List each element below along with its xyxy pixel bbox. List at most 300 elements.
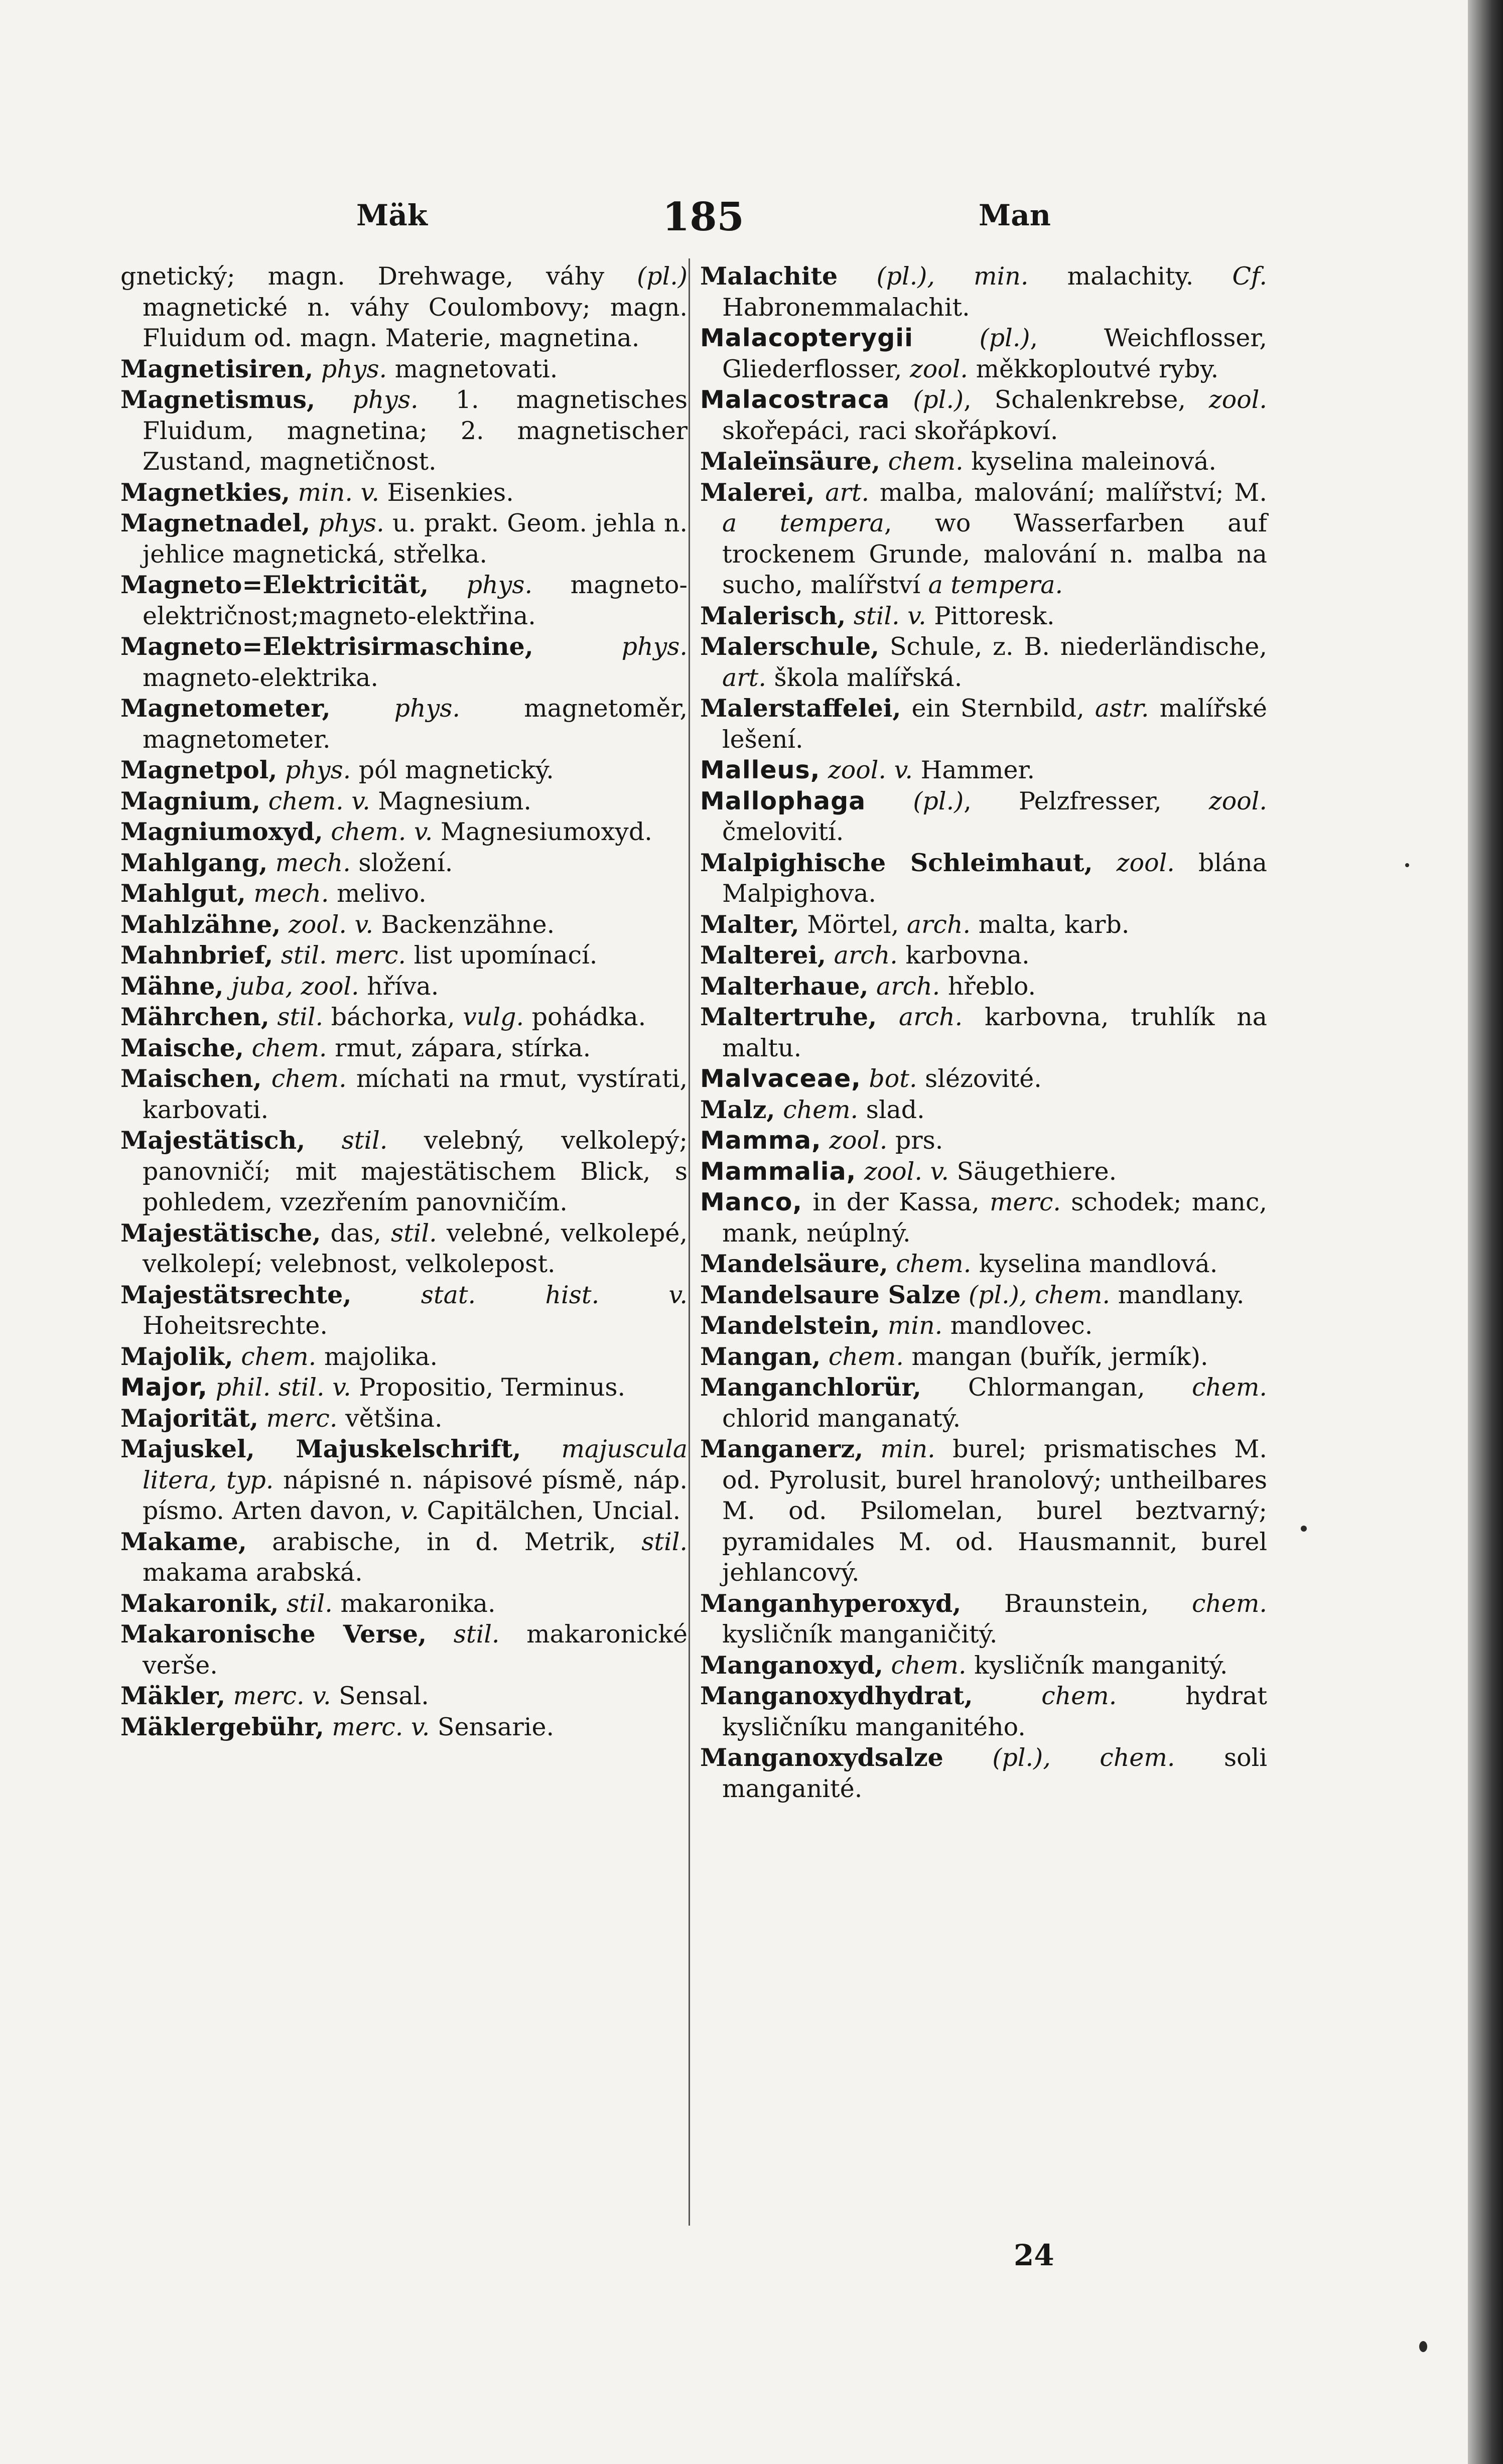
- book-gutter-shadow: [1468, 0, 1503, 2464]
- entry-headword: Manganoxydsalze: [700, 1743, 943, 1772]
- entry-label: zool.: [829, 1126, 888, 1155]
- entry-text: [244, 1034, 252, 1062]
- entry-label: v.: [907, 601, 926, 630]
- entry-label: juba, zool.: [231, 972, 359, 1001]
- entry-text: nápisné n. nápisové písmě, náp. písmo. Arten davon,: [143, 1465, 688, 1525]
- entry-label: zool.: [288, 910, 347, 939]
- entry-headword: Majestätische,: [120, 1218, 321, 1248]
- entry-label: zool.: [909, 354, 969, 383]
- dictionary-entry: [120, 1125, 688, 1218]
- dictionary-entry: [120, 1341, 688, 1373]
- entry-headword: Maischen,: [120, 1064, 262, 1093]
- dictionary-entry: [700, 1434, 1267, 1588]
- entry-label: mech.: [253, 879, 329, 908]
- entry-text: [922, 1157, 930, 1186]
- entry-text: Magnesiumoxyd.: [433, 817, 652, 846]
- entry-text: [838, 262, 876, 291]
- entry-headword: Majestätsrechte,: [120, 1280, 352, 1309]
- entry-text: [323, 817, 331, 846]
- entry-label: v.: [351, 786, 370, 815]
- entry-text: kysličník manganičitý.: [722, 1620, 998, 1649]
- entry-headword: Manganoxydhydrat,: [700, 1681, 973, 1710]
- entry-text: [943, 1743, 993, 1772]
- entry-text: [814, 478, 825, 507]
- dictionary-entry: [700, 1372, 1267, 1434]
- entry-text: [258, 1404, 266, 1433]
- entry-label: arch.: [876, 972, 940, 1001]
- dictionary-entry: [700, 786, 1267, 848]
- dictionary-entry: [120, 878, 688, 909]
- entry-headword: Malz,: [700, 1094, 775, 1124]
- entry-label: zool.: [1208, 786, 1267, 815]
- dictionary-entry: [120, 508, 688, 570]
- header-left-guideword: Mäk: [356, 198, 428, 232]
- dictionary-entry: [700, 261, 1267, 323]
- entry-label: chem.: [783, 1095, 859, 1124]
- entry-text: rmut, zápara, stírka.: [327, 1033, 591, 1062]
- entry-text: [427, 1620, 454, 1649]
- entry-headword: Malleus,: [700, 756, 821, 784]
- entry-text: skořepáci, raci skořápkoví.: [722, 416, 1058, 445]
- entry-label: chem.: [828, 1342, 904, 1371]
- entry-label: stat. hist.: [421, 1280, 600, 1309]
- dictionary-entry: [120, 477, 688, 508]
- entry-text: kysličník manganitý.: [966, 1651, 1228, 1680]
- dictionary-entry: [120, 940, 688, 971]
- entry-label: majuscula litera, typ.: [143, 1435, 688, 1494]
- entry-headword: Malacopterygii: [700, 324, 913, 352]
- entry-text: u. prakt. Geom. jehla n. jehlice magnetická, střelka.: [143, 509, 688, 569]
- entry-text: [225, 1682, 233, 1710]
- dictionary-entry: [120, 570, 688, 631]
- entry-text: [331, 694, 394, 723]
- entry-text: [429, 571, 467, 599]
- dictionary-entry: [700, 1341, 1267, 1373]
- entry-headword: Malpighische Schleimhaut,: [700, 848, 1093, 877]
- entry-label: arch.: [899, 1003, 963, 1031]
- dictionary-entry: [120, 1434, 688, 1527]
- entry-text: [521, 1435, 561, 1463]
- dictionary-entry: [120, 755, 688, 786]
- entry-headword: Mallophaga: [700, 786, 866, 815]
- entry-headword: Maische,: [120, 1033, 244, 1062]
- entry-text: das,: [321, 1218, 391, 1248]
- entry-text: [305, 1126, 341, 1155]
- entry-label: stil. merc.: [281, 941, 406, 970]
- entry-text: in der Kassa,: [802, 1188, 990, 1216]
- entry-label: astr.: [1095, 694, 1149, 723]
- entry-headword: Mammalia,: [700, 1157, 857, 1186]
- entry-headword: Makame,: [120, 1527, 247, 1556]
- dictionary-entry: [700, 1588, 1267, 1650]
- entry-text: hříva.: [359, 972, 439, 1001]
- entry-text: , wo Wasserfarben auf trockenem Grunde, malování n. malba na sucho, malířství: [722, 509, 1267, 599]
- dictionary-entry: [700, 384, 1267, 446]
- entry-label: phys.: [321, 354, 387, 383]
- entry-headword: Manco,: [700, 1188, 803, 1216]
- entry-text: [900, 602, 908, 630]
- entry-label: phil. stil. v.: [215, 1373, 351, 1402]
- entry-label: stil.: [390, 1218, 437, 1248]
- entry-label: chem.: [241, 1342, 317, 1371]
- dictionary-entry: [700, 1002, 1267, 1063]
- entry-label: chem.: [891, 1651, 967, 1680]
- entry-text: magneto-elektrika.: [143, 663, 378, 692]
- dictionary-entry: [120, 816, 688, 848]
- dictionary-entry: [120, 1712, 688, 1743]
- entry-text: mandlovec.: [942, 1311, 1093, 1340]
- entry-label: arch.: [834, 941, 898, 970]
- entry-label: phys.: [285, 756, 351, 784]
- dictionary-entry: [120, 631, 688, 693]
- entry-headword: Magneto=Elektrisirmaschine,: [120, 632, 533, 661]
- entry-headword: Magneto=Elektricität,: [120, 570, 429, 599]
- entry-label: chem.: [268, 786, 344, 815]
- entry-label: a tempera: [722, 509, 884, 537]
- entry-text: chlorid manganatý.: [722, 1404, 961, 1433]
- entry-text: [890, 385, 913, 414]
- entry-label: chem.: [331, 817, 406, 846]
- dictionary-entry: [700, 1681, 1267, 1742]
- entry-text: hydrat kysličníku manganitého.: [722, 1682, 1268, 1741]
- entry-headword: Magnetnadel,: [120, 508, 311, 537]
- entry-text: blána Malpighova.: [722, 848, 1267, 908]
- entry-label: phys.: [352, 385, 419, 414]
- dictionary-entry: [120, 1527, 688, 1588]
- entry-label: (pl.): [637, 262, 688, 291]
- entry-text: velebné, velkolepé, velkolepí; velebnost, velkolepost.: [143, 1218, 688, 1278]
- entry-text: Pittoresk.: [926, 601, 1055, 630]
- entry-text: malířské lešení.: [722, 694, 1267, 754]
- dictionary-entry: [700, 477, 1267, 601]
- entry-text: složení.: [350, 848, 453, 877]
- entry-text: majolika.: [316, 1342, 438, 1371]
- entry-text: Sensal.: [331, 1682, 429, 1710]
- entry-text: [403, 1713, 411, 1741]
- entry-text: čmelovití.: [722, 817, 844, 846]
- ink-speck: [1301, 1526, 1307, 1532]
- column-divider: [689, 258, 690, 2226]
- entry-label: stil.: [287, 1589, 333, 1618]
- entry-label: art.: [722, 663, 766, 692]
- entry-label: chem.: [1191, 1589, 1267, 1618]
- entry-text: magnetické n. váhy Coulombovy; magn. Fluidum od. magn. Materie, magnetina.: [143, 293, 688, 352]
- entry-text: Mörtel,: [799, 910, 907, 939]
- entry-headword: Makaronische Verse,: [120, 1619, 427, 1649]
- entry-text: hřeblo.: [940, 972, 1036, 1001]
- entry-text: Magnesium.: [370, 786, 531, 815]
- entry-text: , Weichflosser, Gliederflosser,: [722, 324, 1267, 383]
- entry-text: Hoheitsrechte.: [143, 1311, 328, 1340]
- entry-text: škola malířská.: [766, 663, 963, 692]
- entry-text: [973, 1682, 1042, 1710]
- dictionary-entry: [700, 1310, 1267, 1341]
- entry-text: [347, 910, 355, 939]
- entry-label: zool.: [1116, 848, 1175, 877]
- dictionary-entry: [700, 1156, 1267, 1187]
- entry-text: [233, 1342, 241, 1371]
- entry-headword: Mamma,: [700, 1126, 822, 1155]
- entry-text: [305, 1682, 313, 1710]
- entry-label: vulg.: [463, 1003, 524, 1031]
- entry-text: [599, 1281, 668, 1309]
- entry-text: Habronemmalachit.: [722, 293, 970, 322]
- entry-text: [533, 632, 622, 661]
- dictionary-entry: [120, 1063, 688, 1125]
- entry-text: velebný, velkolepý; panovničí; mit majestätischem Blick, s pohledem, vzezřením panovničím.: [143, 1126, 688, 1216]
- dictionary-entry: [120, 1280, 688, 1341]
- entry-label: phys.: [621, 632, 688, 661]
- entry-text: [281, 910, 289, 939]
- entry-label: v.: [354, 910, 373, 939]
- entry-text: Eisenkies.: [379, 478, 514, 507]
- entry-text: mandlany.: [1110, 1280, 1245, 1309]
- entry-text: [310, 509, 318, 537]
- entry-headword: Manganoxyd,: [700, 1650, 883, 1680]
- signature-mark: 24: [1014, 2238, 1054, 2272]
- entry-text: Säugethiere.: [948, 1157, 1117, 1186]
- dictionary-entry: [700, 1187, 1267, 1249]
- entry-label: min.: [298, 478, 353, 507]
- entry-text: většina.: [337, 1404, 443, 1433]
- entry-headword: Malerei,: [700, 477, 815, 507]
- entry-text: [913, 324, 980, 352]
- entry-text: malachity.: [1028, 262, 1233, 291]
- dictionary-entry: [120, 971, 688, 1002]
- entry-text: [877, 1003, 899, 1031]
- dictionary-entry: [120, 354, 688, 385]
- entry-headword: Magnetkies,: [120, 477, 291, 507]
- entry-label: chem.: [1041, 1682, 1117, 1710]
- entry-label: stil.: [277, 1003, 324, 1031]
- entry-text: , Schalenkrebse,: [964, 385, 1209, 414]
- entry-text: Braunstein,: [961, 1589, 1192, 1618]
- entry-text: [324, 1713, 332, 1741]
- dictionary-entry: [120, 261, 688, 354]
- entry-headword: Malvaceae,: [700, 1064, 861, 1093]
- entry-text: [351, 1281, 421, 1309]
- entry-label: zool.: [828, 756, 886, 784]
- dictionary-entry: [700, 601, 1267, 632]
- entry-text: [880, 447, 888, 476]
- entry-text: kyselina maleinová.: [963, 447, 1216, 476]
- entry-label: v.: [312, 1682, 331, 1710]
- header-right-guideword: Man: [979, 198, 1051, 232]
- entry-headword: Majolik,: [120, 1341, 233, 1371]
- dictionary-entry: [120, 786, 688, 817]
- entry-text: Propositio, Terminus.: [351, 1373, 626, 1402]
- dictionary-entry: [700, 1650, 1267, 1681]
- entry-headword: Mähne,: [120, 971, 224, 1001]
- entry-headword: Mahlzähne,: [120, 909, 281, 939]
- entry-text: pohádka.: [524, 1003, 646, 1031]
- right-column: [700, 261, 1267, 2268]
- entry-text: Hammer.: [913, 756, 1035, 784]
- ink-speck: [1405, 863, 1409, 867]
- entry-label: phys.: [318, 509, 384, 537]
- entry-text: míchati na rmut, vystírati, karbovati.: [143, 1064, 688, 1124]
- entry-text: [775, 1096, 783, 1124]
- entry-label: merc.: [233, 1682, 305, 1710]
- entry-text: [861, 1064, 869, 1093]
- entry-text: [273, 941, 281, 970]
- ink-speck: [1419, 2341, 1427, 2352]
- entry-text: [880, 1311, 888, 1340]
- dictionary-entry: [700, 631, 1267, 693]
- entry-label: stil.: [853, 601, 900, 630]
- entry-headword: Mäkler,: [120, 1681, 226, 1710]
- entry-text: [1093, 849, 1117, 877]
- entry-headword: Mäklergebühr,: [120, 1712, 324, 1741]
- entry-text: [262, 1064, 271, 1093]
- entry-text: magneto-električnost;magneto-elektřina.: [143, 571, 688, 630]
- entry-text: Sensarie.: [430, 1712, 555, 1741]
- dictionary-entry: [700, 755, 1267, 786]
- entry-text: melivo.: [329, 879, 427, 908]
- entry-label: (pl.), min.: [876, 262, 1029, 291]
- entry-text: měkkoploutvé ryby.: [968, 354, 1219, 383]
- page-number: 185: [662, 194, 744, 240]
- entry-text: malta, karb.: [971, 910, 1130, 939]
- dictionary-entry: [120, 384, 688, 477]
- entry-text: magnetovati.: [387, 354, 558, 383]
- entry-headword: Mahlgut,: [120, 879, 246, 908]
- entry-label: mech.: [275, 848, 351, 877]
- entry-text: 1. magnetisches Fluidum, magnetina; 2. magnetischer Zustand, magnetičnost.: [143, 385, 688, 476]
- dictionary-entry: [700, 940, 1267, 971]
- entry-label: stil.: [341, 1126, 388, 1155]
- entry-text: Schule, z. B. niederländische,: [879, 632, 1267, 661]
- page-header: [115, 194, 1335, 243]
- dictionary-entry: [120, 1033, 688, 1064]
- left-column: [120, 261, 688, 2268]
- entry-headword: Malerisch,: [700, 601, 846, 630]
- entry-text: [353, 478, 361, 507]
- entry-label: (pl.), chem.: [992, 1743, 1175, 1772]
- entry-label: v.: [894, 756, 913, 784]
- entry-text: slézovité.: [917, 1064, 1042, 1093]
- entry-text: [246, 879, 254, 908]
- entry-text: burel; prismatisches M. od. Pyrolusit, burel hranolový; untheilbares M. od. Psilomelan, burel beztvarný; pyramidales M. od. Hausmannit, burel jehlancový.: [722, 1435, 1267, 1587]
- entry-headword: Malerstaffelei,: [700, 694, 901, 723]
- entry-label: v.: [414, 817, 433, 846]
- dictionary-entry: [700, 848, 1267, 909]
- entry-headword: Majorität,: [120, 1403, 258, 1433]
- entry-text: [269, 1003, 278, 1031]
- dictionary-entry: [120, 848, 688, 879]
- entry-text: mangan (buřík, jermík).: [903, 1342, 1208, 1371]
- entry-text: [223, 972, 231, 1001]
- dictionary-entry: [700, 1742, 1267, 1804]
- entry-headword: Mandelsäure,: [700, 1249, 888, 1278]
- entry-text: [863, 1435, 880, 1463]
- dictionary-entry: [120, 1588, 688, 1619]
- entry-headword: Mahnbrief,: [120, 940, 274, 970]
- entry-label: v.: [360, 478, 379, 507]
- entry-headword: Manganchlorür,: [700, 1373, 921, 1402]
- entry-text: [886, 756, 894, 784]
- entry-headword: Manganhyperoxyd,: [700, 1588, 962, 1618]
- entry-text: pól magnetický.: [351, 756, 554, 784]
- entry-text: [406, 817, 414, 846]
- entry-text: kyselina mandlová.: [971, 1250, 1218, 1278]
- entry-text: schodek; manc, mank, neúplný.: [722, 1188, 1267, 1248]
- entry-label: chem.: [251, 1033, 327, 1062]
- entry-label: chem.: [888, 447, 964, 476]
- entry-headword: Major,: [120, 1373, 208, 1402]
- dictionary-entry: [120, 909, 688, 940]
- entry-text: [826, 941, 834, 970]
- entry-text: makama arabská.: [143, 1558, 363, 1587]
- entry-text: [888, 1250, 896, 1278]
- entry-label: chem.: [1191, 1373, 1267, 1402]
- entry-text: karbovna.: [897, 941, 1030, 970]
- dictionary-entry: [700, 1063, 1267, 1094]
- entry-text: [856, 1157, 864, 1186]
- entry-headword: Majestätisch,: [120, 1126, 306, 1155]
- entry-text: [344, 787, 352, 815]
- dictionary-entry: [120, 1218, 688, 1280]
- entry-label: merc.: [266, 1404, 338, 1433]
- entry-text: makaronické verše.: [143, 1620, 688, 1680]
- entry-label: v.: [668, 1280, 688, 1309]
- entry-headword: Mandelstein,: [700, 1311, 880, 1340]
- entry-text: [820, 756, 828, 784]
- entry-headword: Magniumoxyd,: [120, 817, 323, 846]
- entry-label: v.: [930, 1157, 949, 1186]
- entry-label: (pl.): [913, 786, 964, 815]
- dictionary-entry: [120, 1372, 688, 1403]
- dictionary-entry: [700, 1249, 1267, 1280]
- entry-label: bot.: [869, 1064, 917, 1093]
- dictionary-entry: [700, 909, 1267, 940]
- entry-label: (pl.): [913, 385, 964, 414]
- entry-text: arabische, in d. Metrik,: [246, 1527, 642, 1556]
- entry-headword: Malter,: [700, 909, 799, 939]
- entry-headword: Magnetismus,: [120, 385, 316, 414]
- dictionary-entry: [120, 1681, 688, 1712]
- entry-text: ein Sternbild,: [901, 694, 1095, 723]
- entry-label: phys.: [394, 694, 460, 723]
- entry-label: zool.: [1208, 385, 1267, 414]
- dictionary-entry: [120, 693, 688, 755]
- entry-headword: Makaronik,: [120, 1588, 279, 1618]
- entry-label: v.: [400, 1496, 419, 1525]
- entry-text: [290, 478, 298, 507]
- dictionary-entry: [700, 1280, 1267, 1311]
- entry-headword: Magnium,: [120, 786, 261, 815]
- entry-headword: Majuskel, Majuskelschrift,: [120, 1434, 521, 1463]
- entry-label: art.: [825, 478, 870, 507]
- entry-label: chem.: [271, 1064, 347, 1093]
- entry-headword: Mangan,: [700, 1341, 821, 1371]
- entry-text: [267, 849, 276, 877]
- entry-text: [822, 1126, 830, 1155]
- entry-headword: Mahlgang,: [120, 848, 268, 877]
- entry-text: [866, 787, 913, 815]
- entry-text: gnetický; magn. Drehwage, váhy: [120, 262, 637, 291]
- entry-label: (pl.), chem.: [969, 1280, 1111, 1309]
- entry-headword: Manganerz,: [700, 1434, 864, 1463]
- entry-text: makaronika.: [332, 1589, 496, 1618]
- entry-label: merc.: [990, 1188, 1061, 1216]
- entry-text: [883, 1651, 891, 1680]
- entry-label: arch.: [906, 910, 971, 939]
- dictionary-entry: [700, 693, 1267, 755]
- entry-text: magnetoměr, magnetometer.: [143, 694, 688, 754]
- entry-text: [277, 756, 285, 784]
- entry-headword: Malacostraca: [700, 385, 890, 414]
